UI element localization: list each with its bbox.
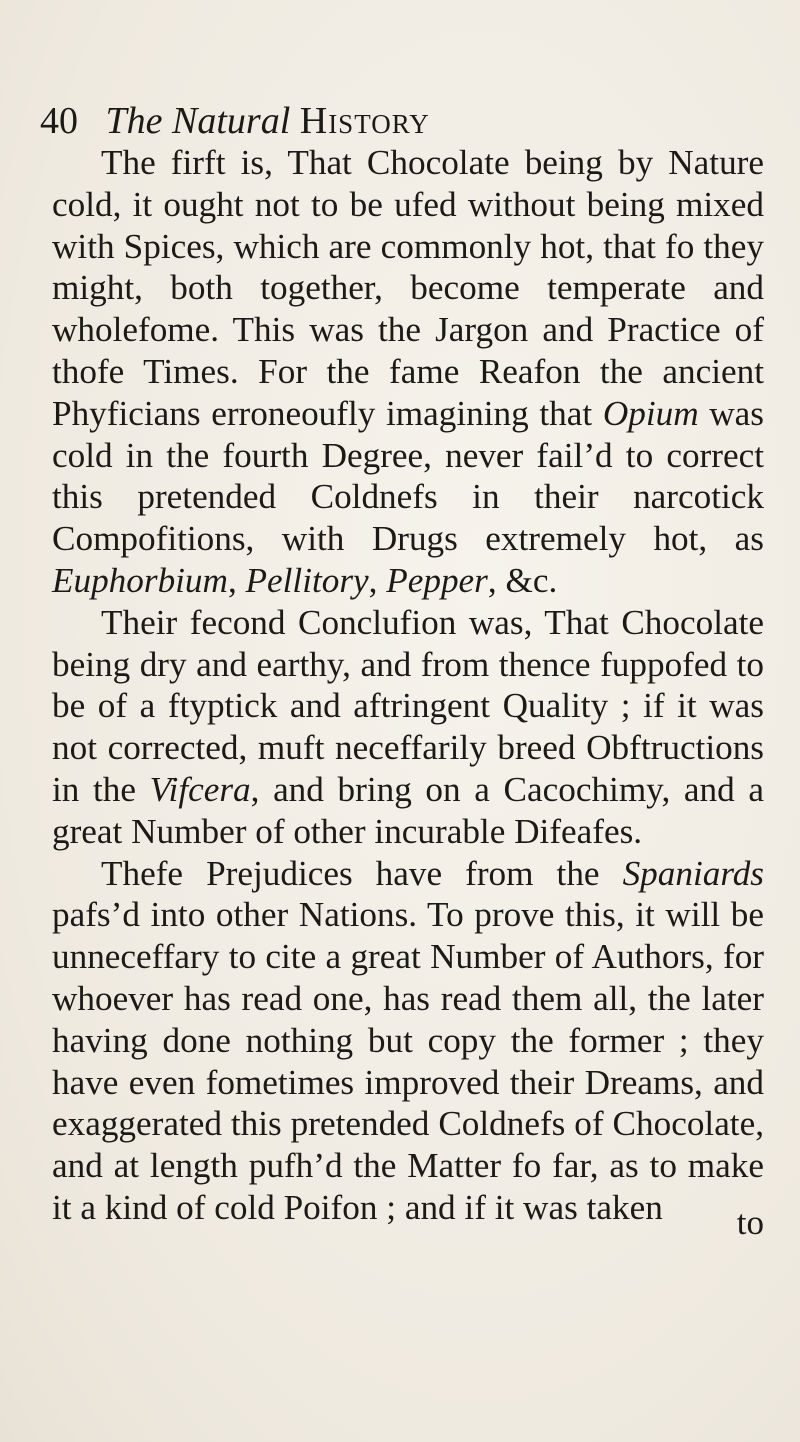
italic-run: Pepper: [386, 560, 488, 600]
text-run: ,: [368, 560, 387, 600]
text-run: Their fecond Conclufion was, That Chocolate being dry and earthy, and from thence fuppofed to be of a ftyptick and aftringent Quality ; if it was not corrected, muft neceffarily breed Obftructions in the: [52, 602, 764, 809]
running-header: [40, 96, 760, 146]
italic-run: Spaniards: [622, 853, 764, 893]
page-number: 40: [40, 100, 78, 142]
header-title-caps: History: [299, 100, 430, 142]
text-run: pafs’d into other Nations. To prove this, it will be unneceffary to cite a great Number of Authors, for whoever has read one, has read them all, the later having done nothing but copy the former ; they have even fometimes improved their Dreams, and exaggerated this pretended Coldnefs of Chocolate, and at length pufh’d the Matter fo far, as to make it a kind of cold Poifon ; and if it was taken: [52, 895, 764, 1227]
text-run: Thefe Prejudices have from the: [101, 853, 623, 893]
text-run: ,: [227, 560, 246, 600]
catchword: to: [736, 1203, 764, 1242]
italic-run: Euphorbium: [52, 560, 228, 600]
paragraph: [52, 853, 764, 1229]
italic-run: Opium: [602, 393, 699, 433]
paragraph: [52, 602, 764, 853]
text-run: was cold in the fourth Degree, never fail’d to correct this pretended Coldnefs in their narcotick Compofitions, with Drugs extremely hot, as: [52, 393, 764, 559]
body-text: [52, 142, 764, 1229]
text-run: , and bring on a Cacochimy, and a great Number of other incurable Difeafes.: [52, 769, 765, 851]
italic-run: Vifcera: [149, 769, 251, 809]
paragraph: [52, 142, 764, 602]
text-run: The firft is, That Chocolate being by Nature cold, it ought not to be ufed without being mixed with Spices, which are commonly hot, that fo they might, both together, become temperate and wholefome. This was the Jargon and Practice of thofe Times. For the fame Reafon the ancient Phyficians erroneoufly imagining that: [52, 143, 764, 433]
italic-run: Pellitory: [245, 560, 369, 600]
header-title-italic: The Natural: [105, 100, 291, 142]
text-run: , &c.: [487, 560, 558, 600]
